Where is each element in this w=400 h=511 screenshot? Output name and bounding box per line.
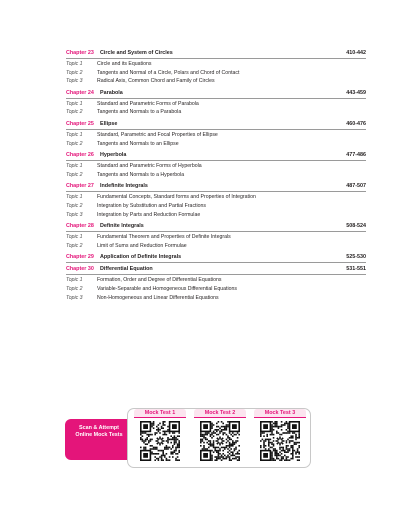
chapter-entry [66,50,366,87]
chapter-pages: 460-476 [346,120,366,127]
chapter-heading [66,223,366,232]
topic-row [66,132,366,141]
mock-test-3[interactable] [254,409,306,467]
table-of-contents [66,50,366,306]
topic-label: Topic 2 [66,171,83,178]
topic-row [66,61,366,70]
topic-label: Topic 1 [66,277,83,284]
qr-code-icon[interactable] [260,421,300,461]
topic-text: Standard and Parametric Forms of Parabola [97,100,199,107]
topic-text: Tangents and Normals to an Ellipse [97,140,179,147]
mock-tests-label: Scan & Attempt Online Mock Tests [65,419,133,460]
topic-row [66,295,366,304]
mock-test-1-label: Mock Test 1 [134,409,186,418]
mock-test-3-label: Mock Test 3 [254,409,306,418]
chapter-number: Chapter 23 [66,50,94,56]
topic-row [66,203,366,212]
chapter-entry [66,223,366,251]
topic-label: Topic 2 [66,109,83,116]
topic-row [66,141,366,150]
topic-text: Tangents and Normals to a Hyperbola [97,171,185,178]
topic-row [66,163,366,172]
topic-text: Formation, Order and Degree of Differential Equations [97,277,222,284]
mock-test-2-label: Mock Test 2 [194,409,246,418]
topic-label: Topic 1 [66,131,83,138]
chapter-entry [66,90,366,118]
topic-row [66,277,366,286]
qr-code-icon[interactable] [140,421,180,461]
chapter-number: Chapter 28 [66,223,94,230]
chapter-title: Differential Equation [100,266,153,273]
chapter-heading [66,121,366,130]
topic-row [66,101,366,110]
chapter-heading [66,50,366,59]
topic-row [66,70,366,79]
topic-text: Variable-Separable and Homogeneous Differential Equations [97,285,237,292]
mock-test-2[interactable] [194,409,246,467]
topic-label: Topic 1 [66,61,83,67]
topic-label: Topic 2 [66,242,83,249]
topic-row [66,109,366,118]
chapter-entry [66,254,366,263]
topic-text: Standard, Parametric and Focal Properties of Ellipse [97,131,218,138]
chapter-pages: 410-442 [346,50,366,56]
chapter-heading [66,152,366,161]
topic-text: Fundamental Concepts, Standard forms and Properties of Integration [97,194,256,201]
chapter-heading [66,183,366,192]
topic-row [66,194,366,203]
mock-tests-section [65,408,311,468]
topic-row [66,286,366,295]
topic-row [66,172,366,181]
topic-label: Topic 3 [66,211,83,218]
chapter-number: Chapter 26 [66,152,94,159]
topic-text: Circle and its Equations [97,61,152,67]
chapter-number: Chapter 30 [66,266,94,273]
chapter-heading [66,266,366,275]
topic-row [66,212,366,221]
chapter-entry [66,121,366,149]
qr-code-icon[interactable] [200,421,240,461]
chapter-pages: 443-459 [346,89,366,96]
topic-label: Topic 3 [66,78,83,85]
chapter-title: Hyperbola [100,152,127,159]
chapter-entry [66,152,366,180]
chapter-title: Parabola [100,89,123,96]
chapter-pages: 508-524 [346,223,366,230]
chapter-entry [66,266,366,303]
chapter-title: Definite Integrals [100,223,144,230]
topic-text: Tangents and Normal of a Circle, Polars and Chord of Contact [97,69,240,76]
mock-tests-panel [127,408,311,468]
topic-text: Integration by Parts and Reduction Formulae [97,211,201,218]
chapter-pages: 487-507 [346,183,366,190]
chapter-heading [66,254,366,263]
chapter-heading [66,90,366,99]
topic-text: Limit of Sums and Reduction Formulae [97,242,187,249]
mock-test-1[interactable] [134,409,186,467]
chapter-number: Chapter 29 [66,254,94,261]
chapter-title: Circle and System of Circles [100,50,173,56]
topic-text: Integration by Substitution and Partial Fractions [97,202,206,209]
topic-row [66,243,366,252]
chapter-number: Chapter 24 [66,89,94,96]
chapter-number: Chapter 25 [66,120,94,127]
topic-label: Topic 1 [66,163,83,170]
topic-text: Radical Axis, Common Chord and Family of Circles [97,78,215,85]
topic-row [66,234,366,243]
topic-label: Topic 1 [66,194,83,201]
topic-label: Topic 2 [66,285,83,292]
topic-label: Topic 2 [66,69,83,76]
chapter-number: Chapter 27 [66,183,94,190]
topic-label: Topic 1 [66,234,83,241]
topic-row [66,78,366,87]
chapter-title: Ellipse [100,120,118,127]
topic-text: Non-Homogeneous and Linear Differential Equations [97,294,219,301]
chapter-pages: 477-486 [346,152,366,159]
topic-label: Topic 1 [66,100,83,107]
topic-text: Standard and Parametric Forms of Hyperbola [97,163,202,170]
topic-label: Topic 2 [66,202,83,209]
chapter-entry [66,183,366,220]
topic-text: Fundamental Theorem and Properties of Definite Integrals [97,234,231,241]
chapter-title: Indefinite Integrals [100,183,148,190]
topic-label: Topic 3 [66,294,83,301]
chapter-pages: 525-530 [346,254,366,261]
topic-label: Topic 2 [66,140,83,147]
topic-text: Tangents and Normals to a Parabola [97,109,182,116]
chapter-title: Application of Definite Integrals [100,254,182,261]
chapter-pages: 531-551 [346,266,366,273]
